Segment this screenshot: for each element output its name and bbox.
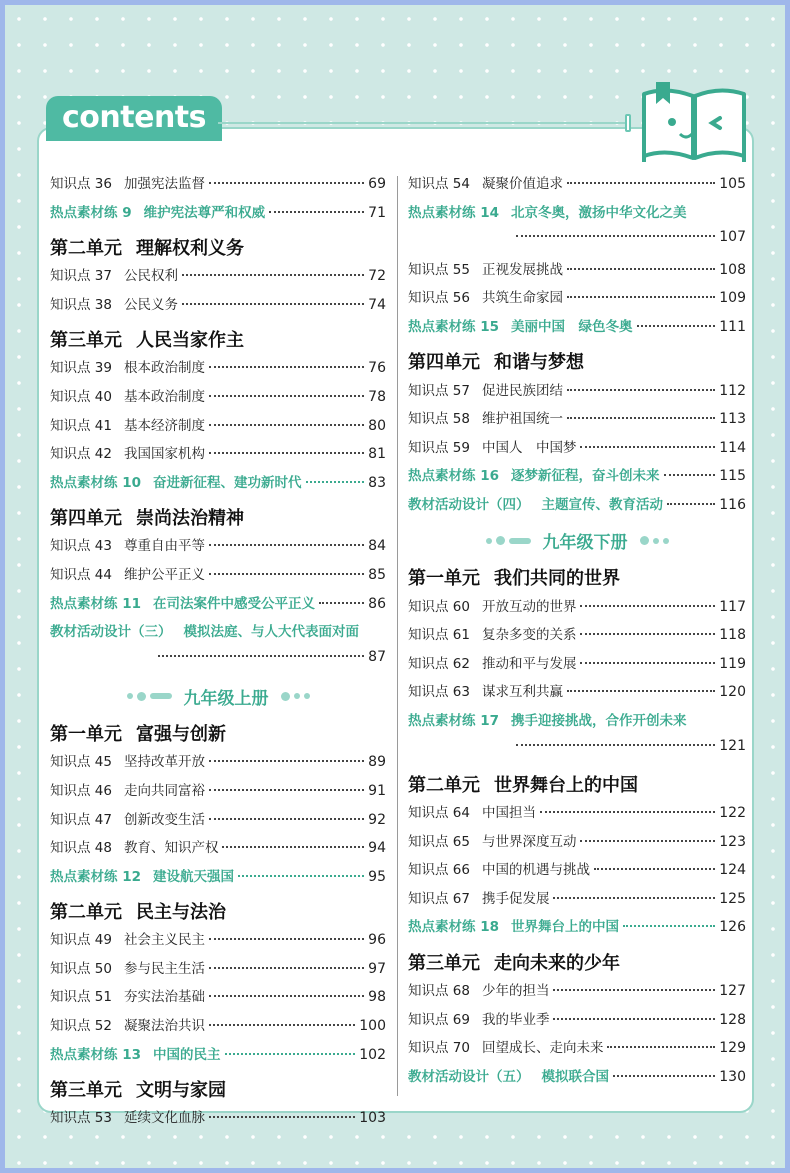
toc-entry[interactable]: 知识点 41 基本经济制度 80 bbox=[50, 417, 386, 434]
section-decoration bbox=[484, 536, 533, 545]
toc-entry-activity[interactable]: 教材活动设计（四） 主题宣传、教育活动 116 bbox=[408, 496, 746, 513]
toc-entry[interactable]: 知识点 58 维护祖国统一 113 bbox=[408, 411, 746, 428]
toc-entry-hot[interactable]: 热点素材练 15 美丽中国 绿色冬奥 111 bbox=[408, 318, 746, 335]
toc-entry[interactable]: 知识点 51 夯实法治基础 98 bbox=[50, 989, 386, 1006]
toc-entry[interactable]: 知识点 56 共筑生命家园 109 bbox=[408, 290, 746, 307]
unit-heading: 第一单元 富强与创新 bbox=[50, 723, 226, 745]
section-heading: 九年级上册 bbox=[50, 677, 386, 715]
open-book-icon bbox=[636, 74, 752, 170]
toc-entry[interactable]: 知识点 45 坚持改革开放 89 bbox=[50, 754, 386, 771]
toc-entry-hot[interactable]: 热点素材练 11 在司法案件中感受公平正义 86 bbox=[50, 595, 386, 612]
toc-entry-continued: 121 bbox=[408, 738, 746, 767]
toc-left-column bbox=[50, 172, 386, 1135]
section-decoration bbox=[125, 692, 174, 701]
toc-entry[interactable]: 知识点 49 社会主义民主 96 bbox=[50, 932, 386, 949]
toc-entry[interactable]: 知识点 55 正视发展挑战 108 bbox=[408, 261, 746, 278]
toc-entry[interactable]: 知识点 66 中国的机遇与挑战 124 bbox=[408, 862, 746, 879]
toc-right-column bbox=[408, 172, 746, 1093]
toc-entry[interactable]: 知识点 63 谋求互利共赢 120 bbox=[408, 684, 746, 701]
toc-entry[interactable]: 知识点 68 少年的担当 127 bbox=[408, 983, 746, 1000]
toc-entry[interactable]: 知识点 53 延续文化血脉 103 bbox=[50, 1110, 386, 1127]
toc-entry[interactable]: 知识点 48 教育、知识产权 94 bbox=[50, 840, 386, 857]
toc-entry[interactable]: 知识点 37 公民权利 72 bbox=[50, 268, 386, 285]
section-decoration bbox=[279, 692, 312, 701]
section-heading: 九年级下册 bbox=[408, 522, 746, 560]
toc-entry[interactable]: 知识点 59 中国人 中国梦 114 bbox=[408, 439, 746, 456]
section-decoration bbox=[638, 536, 671, 545]
toc-entry[interactable]: 知识点 57 促进民族团结 112 bbox=[408, 382, 746, 399]
unit-heading: 第一单元 我们共同的世界 bbox=[408, 568, 620, 590]
toc-entry-hot[interactable]: 热点素材练 17 携手迎接挑战，合作开创未来 bbox=[408, 712, 687, 729]
toc-entry[interactable]: 知识点 39 根本政治制度 76 bbox=[50, 360, 386, 377]
unit-heading: 第二单元 理解权利义务 bbox=[50, 237, 244, 259]
toc-entry[interactable]: 知识点 60 开放互动的世界 117 bbox=[408, 598, 746, 615]
toc-entry[interactable]: 知识点 65 与世界深度互动 123 bbox=[408, 833, 746, 850]
toc-entry[interactable]: 知识点 62 推动和平与发展 119 bbox=[408, 655, 746, 672]
unit-heading: 第二单元 民主与法治 bbox=[50, 901, 226, 923]
header-rule-end bbox=[625, 114, 631, 132]
header-rule bbox=[218, 122, 628, 124]
column-divider bbox=[397, 176, 398, 1096]
toc-entry[interactable]: 知识点 67 携手促发展 125 bbox=[408, 890, 746, 907]
toc-entry-hot[interactable]: 热点素材练 9 维护宪法尊严和权威 71 bbox=[50, 204, 386, 221]
toc-entry-continued: 107 bbox=[408, 229, 746, 258]
toc-entry[interactable]: 知识点 36 加强宪法监督 69 bbox=[50, 176, 386, 192]
toc-entry[interactable]: 知识点 69 我的毕业季 128 bbox=[408, 1011, 746, 1028]
toc-entry[interactable]: 知识点 52 凝聚法治共识 100 bbox=[50, 1018, 386, 1035]
toc-entry[interactable]: 知识点 38 公民义务 74 bbox=[50, 296, 386, 313]
toc-entry[interactable]: 知识点 61 复杂多变的关系 118 bbox=[408, 627, 746, 644]
toc-entry[interactable]: 知识点 70 回望成长、走向未来 129 bbox=[408, 1040, 746, 1057]
toc-entry[interactable]: 知识点 43 尊重自由平等 84 bbox=[50, 538, 386, 555]
unit-heading: 第三单元 走向未来的少年 bbox=[408, 952, 620, 974]
contents-tab: contents bbox=[46, 96, 222, 141]
toc-entry-hot[interactable]: 热点素材练 16 逐梦新征程，奋斗创未来 115 bbox=[408, 468, 746, 485]
toc-entry[interactable]: 知识点 40 基本政治制度 78 bbox=[50, 388, 386, 405]
unit-heading: 第四单元 崇尚法治精神 bbox=[50, 507, 244, 529]
unit-heading: 第三单元 文明与家园 bbox=[50, 1079, 226, 1101]
toc-entry-hot[interactable]: 热点素材练 14 北京冬奥，激扬中华文化之美 bbox=[408, 204, 687, 221]
toc-entry-hot[interactable]: 热点素材练 10 奋进新征程、建功新时代 83 bbox=[50, 474, 386, 491]
unit-heading: 第三单元 人民当家作主 bbox=[50, 329, 244, 351]
toc-entry-continued: 87 bbox=[50, 649, 386, 678]
toc-entry[interactable]: 知识点 50 参与民主生活 97 bbox=[50, 960, 386, 977]
toc-entry-hot[interactable]: 热点素材练 13 中国的民主 102 bbox=[50, 1046, 386, 1063]
unit-heading: 第四单元 和谐与梦想 bbox=[408, 352, 584, 374]
toc-entry-hot[interactable]: 热点素材练 18 世界舞台上的中国 126 bbox=[408, 919, 746, 936]
toc-entry[interactable]: 知识点 46 走向共同富裕 91 bbox=[50, 782, 386, 799]
unit-heading: 第二单元 世界舞台上的中国 bbox=[408, 774, 638, 796]
toc-entry-activity[interactable]: 教材活动设计（三） 模拟法庭、与人大代表面对面 bbox=[50, 624, 359, 641]
toc-entry[interactable]: 知识点 64 中国担当 122 bbox=[408, 805, 746, 822]
toc-entry[interactable]: 知识点 44 维护公平正义 85 bbox=[50, 566, 386, 583]
toc-entry-activity[interactable]: 教材活动设计（五） 模拟联合国 130 bbox=[408, 1068, 746, 1085]
toc-entry[interactable]: 知识点 42 我国国家机构 81 bbox=[50, 446, 386, 463]
toc-entry[interactable]: 知识点 54 凝聚价值追求 105 bbox=[408, 176, 746, 192]
toc-entry-hot[interactable]: 热点素材练 12 建设航天强国 95 bbox=[50, 868, 386, 885]
toc-entry[interactable]: 知识点 47 创新改变生活 92 bbox=[50, 811, 386, 828]
